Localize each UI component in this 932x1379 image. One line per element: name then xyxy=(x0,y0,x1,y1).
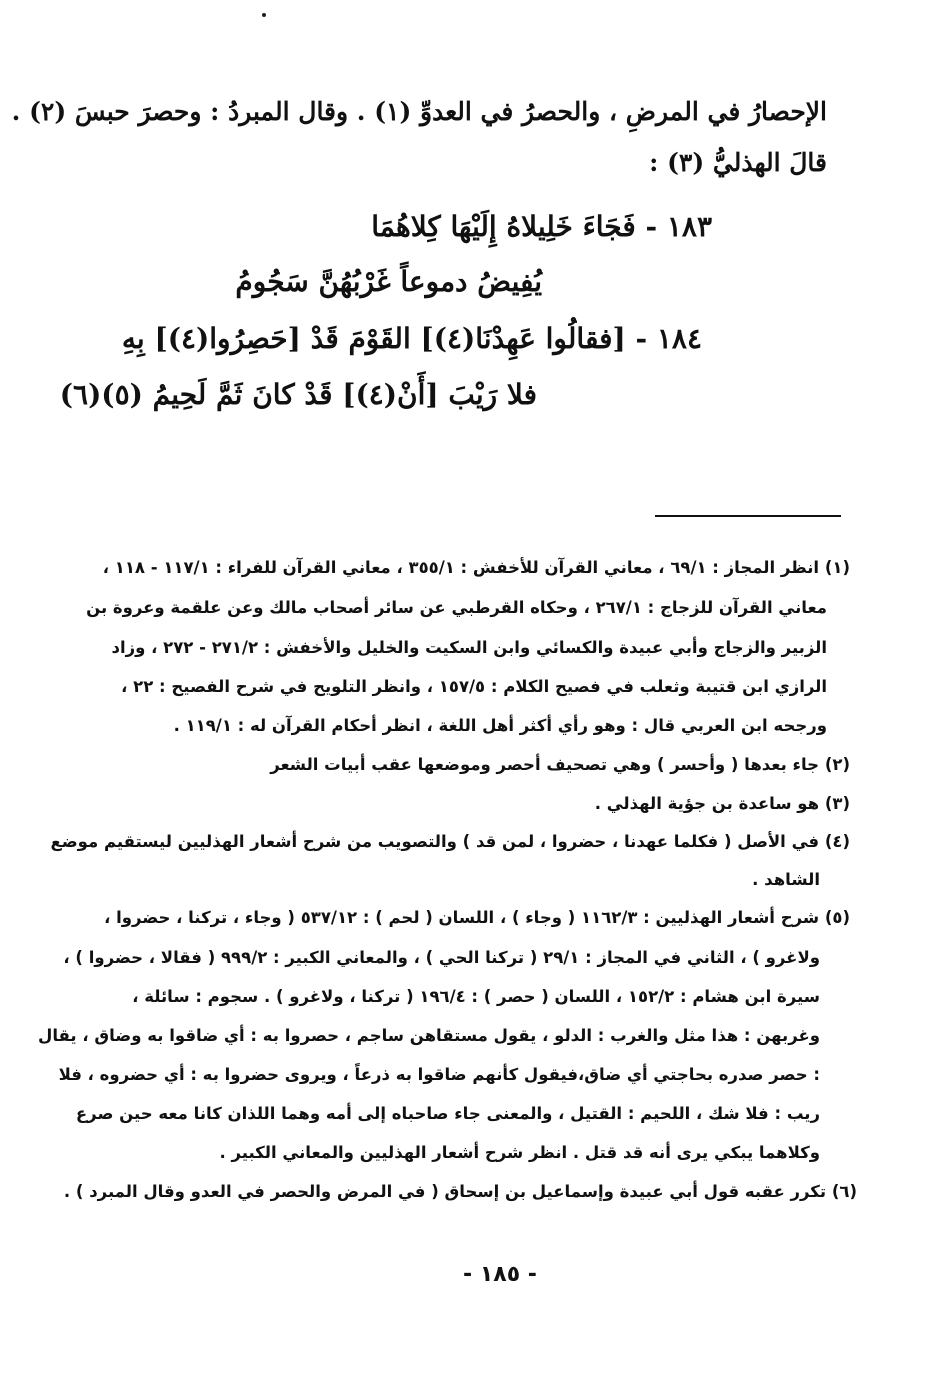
page-number: - ١٨٥ - xyxy=(463,1262,537,1287)
footnote-separator xyxy=(655,515,841,517)
footnote-5-line-5: : حصر صدره بحاجتي أي ضاق،فيقول كأنهم ضاقوا به ذرعاً ، ويروى حضروا به : أي حضروه ، فلا xyxy=(58,1065,820,1084)
footnote-1-line-5: ورجحه ابن العربي قال : وهو رأي أكثر أهل اللغة ، انظر أحكام القرآن له : ١١٩/١ . xyxy=(173,716,827,735)
footnote-5-line-1: (٥) شرح أشعار الهذليين : ١١٦٢/٣ ( وجاء ) ، اللسان ( لحم ) : ٥٣٧/١٢ ( وجاء ، تركنا ، حضروا ، xyxy=(104,908,850,927)
footnote-3: (٣) هو ساعدة بن جؤية الهذلي . xyxy=(594,794,850,813)
footnote-1-line-1: (١) انظر المجاز : ٦٩/١ ، معاني القرآن للأخفش : ٣٥٥/١ ، معاني القرآن للفراء : ١١٧/١ - ١١٨ ، xyxy=(102,558,850,577)
verse-184-second-hemistich: فلا رَيْبَ [أَنْ(٤)] قَدْ كانَ ثَمَّ لَحِيمُ (٥)(٦) xyxy=(59,378,537,411)
verse-183-first-hemistich: ١٨٣ - فَجَاءَ خَلِيلاهُ إِلَيْهَا كِلاهُمَا xyxy=(371,210,712,243)
footnote-5-line-6: ريب : فلا شك ، اللحيم : القتيل ، والمعنى جاء صاحباه إلى أمه وهما اللذان كانا معه حين صرع xyxy=(75,1104,820,1123)
footnote-5-line-7: وكلاهما يبكي يرى أنه قد قتل . انظر شرح أشعار الهذليين والمعاني الكبير . xyxy=(219,1143,820,1162)
scan-speck xyxy=(262,13,266,17)
footnote-4-line-1: (٤) في الأصل ( فكلما عهدنا ، حضروا ، لمن قد ) والتصويب من شرح أشعار الهذليين ليستقيم موضع xyxy=(50,832,850,851)
verse-184-first-hemistich: ١٨٤ - [فقالُوا عَهِدْنَا(٤)] القَوْمَ قَدْ [حَصِرُوا(٤)] بِهِ xyxy=(121,322,702,355)
footnote-5-line-3: سيرة ابن هشام : ١٥٢/٢ ، اللسان ( حصر ) : ١٩٦/٤ ( تركنا ، ولاغرو ) . سجوم : سائلة ، xyxy=(132,987,820,1006)
footnote-1-line-4: الرازي ابن قتيبة وثعلب في فصيح الكلام : ١٥٧/٥ ، وانظر التلويح في شرح الفصيح : ٢٢ ، xyxy=(121,677,827,696)
footnote-6: (٦) تكرر عقبه قول أبي عبيدة وإسماعيل بن إسحاق ( في المرض والحصر في العدو وقال المبرد ) . xyxy=(63,1182,857,1201)
verse-183-second-hemistich: يُفِيضُ دموعاً غَرْبُهُنَّ سَجُومُ xyxy=(235,265,542,298)
footnote-4-line-2: الشاهد . xyxy=(752,870,820,889)
footnote-5-line-2: ولاغرو ) ، الثاني في المجاز : ٢٩/١ ( تركنا الحي ) ، والمعاني الكبير : ٩٩٩/٢ ( فقالا ، حضروا ) ، xyxy=(63,948,820,967)
footnote-1-line-3: الزبير والزجاج وأبي عبيدة والكسائي وابن السكيت والخليل والأخفش : ٢٧١/٢ - ٢٧٢ ، وزاد xyxy=(111,638,827,657)
body-line-2: قالَ الهذليُّ (٣) : xyxy=(649,148,827,177)
footnote-5-line-4: وغربهن : هذا مثل والغرب : الدلو ، يقول مستقاهن ساجم ، حصروا به : أي ضاقوا به وضاق ، يقال xyxy=(38,1026,820,1045)
footnote-1-line-2: معاني القرآن للزجاج : ٢٦٧/١ ، وحكاه القرطبي عن سائر أصحاب مالك وعن علقمة وعروة بن xyxy=(86,598,827,617)
footnote-2: (٢) جاء بعدها ( وأحسر ) وهي تصحيف أحصر وموضعها عقب أبيات الشعر xyxy=(270,755,850,774)
body-line-1: الإحصارُ في المرضِ ، والحصرُ في العدوِّ (١) . وقال المبردُ : وحصرَ حبسَ (٢) . xyxy=(11,97,827,126)
